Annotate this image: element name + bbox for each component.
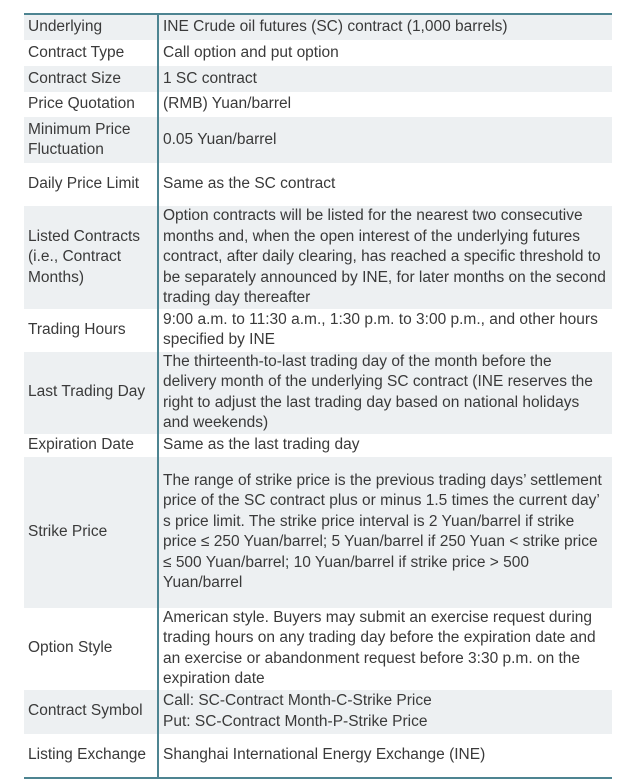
row-value: Same as the SC contract xyxy=(158,163,612,206)
option-contract-specs-table xyxy=(24,13,612,779)
row-value: INE Crude oil futures (SC) contract (1,000 barrels) xyxy=(158,14,612,40)
row-label: Price Quotation xyxy=(24,92,158,117)
table-row xyxy=(24,434,612,457)
table-row xyxy=(24,92,612,117)
table-row xyxy=(24,206,612,309)
row-value-line: Put: SC-Contract Month-P-Strike Price xyxy=(163,712,428,730)
table-row xyxy=(24,66,612,92)
table-row xyxy=(24,309,612,352)
table-row xyxy=(24,690,612,734)
table-row xyxy=(24,40,612,66)
row-label: Last Trading Day xyxy=(24,352,158,434)
row-value: The range of strike price is the previous trading days’ settlement price of the SC contract plus or minus 1.5 times the current day’ s price limit. The strike price interval is 2 Yuan/barrel if strike price ≤ 250 Yuan/barrel; 5 Yuan/barrel if 250 Yuan < strike price ≤ 500 Yuan/barrel; 10 Yuan/barrel if strike price > 500 Yuan/barrel xyxy=(158,457,612,608)
table-row xyxy=(24,457,612,608)
table-row xyxy=(24,163,612,206)
row-value: (RMB) Yuan/barrel xyxy=(158,92,612,117)
table-row xyxy=(24,608,612,690)
row-value: Same as the last trading day xyxy=(158,434,612,457)
row-value: 1 SC contract xyxy=(158,66,612,92)
row-label: Contract Symbol xyxy=(24,690,158,734)
table-row xyxy=(24,352,612,434)
table-row xyxy=(24,14,612,40)
row-label: Minimum Price Fluctuation xyxy=(24,117,158,163)
row-value-line: Call: SC-Contract Month-C-Strike Price xyxy=(163,692,432,709)
row-value: Call option and put option xyxy=(158,40,612,66)
table-row xyxy=(24,117,612,163)
row-label: Contract Type xyxy=(24,40,158,66)
row-label: Daily Price Limit xyxy=(24,163,158,206)
row-value: Option contracts will be listed for the nearest two consecutive months and, when the open interest of the underlying futures contract, after daily clearing, has reached a specific threshold to be separately announced by INE, for later months on the second trading day thereafter xyxy=(158,206,612,309)
row-label: Strike Price xyxy=(24,457,158,608)
row-label: Listed Contracts (i.e., Contract Months) xyxy=(24,206,158,309)
row-value: The thirteenth-to-last trading day of the month before the delivery month of the underlying SC contract (INE reserves the right to adjust the last trading day based on national holidays and weekends) xyxy=(158,352,612,434)
row-label: Contract Size xyxy=(24,66,158,92)
row-value: 0.05 Yuan/barrel xyxy=(158,117,612,163)
row-label: Trading Hours xyxy=(24,309,158,352)
row-label: Underlying xyxy=(24,14,158,40)
row-value: 9:00 a.m. to 11:30 a.m., 1:30 p.m. to 3:00 p.m., and other hours specified by INE xyxy=(158,309,612,352)
row-label: Listing Exchange xyxy=(24,734,158,778)
row-value: American style. Buyers may submit an exercise request during trading hours on any trading day before the expiration date and an exercise or abandonment request before 3:30 p.m. on the expiration date xyxy=(158,608,612,690)
row-value: Shanghai International Energy Exchange (INE) xyxy=(158,734,612,778)
row-label: Option Style xyxy=(24,608,158,690)
row-label: Expiration Date xyxy=(24,434,158,457)
row-value xyxy=(158,690,612,734)
table-row xyxy=(24,734,612,778)
